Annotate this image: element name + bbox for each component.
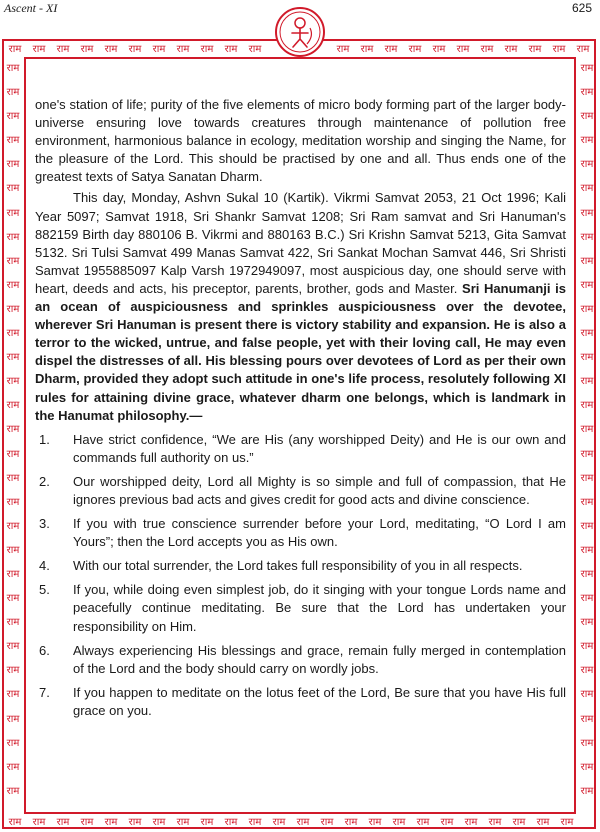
rule-item xyxy=(35,642,566,678)
rule-number: 5. xyxy=(39,582,50,598)
ram-motif: राम xyxy=(6,207,20,219)
ram-motif: राम xyxy=(580,231,594,243)
ram-motif: राम xyxy=(560,817,574,828)
ram-motif: राम xyxy=(6,135,20,147)
ram-motif: राम xyxy=(580,207,594,219)
ram-motif: राम xyxy=(580,87,594,99)
ram-motif: राम xyxy=(248,44,262,55)
ram-motif: राम xyxy=(8,44,22,55)
ram-motif: राम xyxy=(248,817,262,828)
ram-motif: राम xyxy=(80,44,94,55)
paragraph-date-bold: Sri Hanumanji is an ocean of auspiciousness and sprinkles auspiciousness over the devotee, wherever Sri Hanuman is present there is victory stability and expansion. He is also a terror to the wicked, untrue, and false people, yet with their loving call, He may even dispel the distresses of all. His blessing pours over devotees of Lord as per their own Dharm, provided they adopt such attitude in one's life process, resolutely following XI rules for attaining divine grace, whatever dharm one belongs, which is landmark in the Hanumat philosophy.— xyxy=(35,280,566,423)
ram-motif: राम xyxy=(6,568,20,580)
ram-motif: राम xyxy=(580,593,594,605)
ram-motif: राम xyxy=(580,617,594,629)
ram-motif: राम xyxy=(152,44,166,55)
paragraph-continuation: one's station of life; purity of the five elements of micro body forming part of the larger body-universe ensuring love towards creatures through maintenance of pollution free environment, harmonious balance in ecology, meditation worship and singing the Name, for the pleasure of the Lord. This should be practised by one and all. Thus ends one of the greatest texts of Satya Sanatan Dharm. xyxy=(35,97,566,185)
rule-item xyxy=(35,557,566,575)
ram-motif: राम xyxy=(6,544,20,556)
ram-motif: राम xyxy=(580,400,594,412)
border-top-right-motifs xyxy=(331,41,595,55)
ram-motif: राम xyxy=(32,817,46,828)
rule-number: 6. xyxy=(39,642,50,658)
ram-motif: राम xyxy=(576,44,590,55)
ram-motif: राम xyxy=(104,44,118,55)
page-content xyxy=(35,96,566,726)
ram-motif: राम xyxy=(6,231,20,243)
ram-motif: राम xyxy=(344,817,358,828)
ram-motif: राम xyxy=(580,448,594,460)
ram-motif: राम xyxy=(580,111,594,123)
ram-motif: राम xyxy=(128,817,142,828)
ram-motif: राम xyxy=(200,817,214,828)
ram-motif: राम xyxy=(6,183,20,195)
ram-motif: राम xyxy=(6,159,20,171)
ram-motif: राम xyxy=(480,44,494,55)
ram-motif: राम xyxy=(580,352,594,364)
ram-motif: राम xyxy=(580,376,594,388)
ram-motif: राम xyxy=(528,44,542,55)
ram-motif: राम xyxy=(128,44,142,55)
ram-motif: राम xyxy=(200,44,214,55)
ram-motif: राम xyxy=(32,44,46,55)
ram-motif: राम xyxy=(580,159,594,171)
ram-motif: राम xyxy=(580,303,594,315)
ram-motif: राम xyxy=(368,817,382,828)
ram-motif: राम xyxy=(6,665,20,677)
ram-motif: राम xyxy=(360,44,374,55)
ram-motif: राम xyxy=(6,352,20,364)
ram-motif: राम xyxy=(176,44,190,55)
rule-item xyxy=(35,515,566,551)
ram-motif: राम xyxy=(432,44,446,55)
rule-item xyxy=(35,684,566,720)
ram-motif: राम xyxy=(80,817,94,828)
ram-motif: राम xyxy=(6,424,20,436)
ram-motif: राम xyxy=(320,817,334,828)
ram-motif: राम xyxy=(6,713,20,725)
rule-text: If you happen to meditate on the lotus feet of the Lord, Be sure that you have His full grace on you. xyxy=(73,684,566,718)
ram-motif: राम xyxy=(580,520,594,532)
ram-motif: राम xyxy=(580,568,594,580)
ram-motif: राम xyxy=(6,328,20,340)
ram-motif: राम xyxy=(552,44,566,55)
ram-motif: राम xyxy=(8,817,22,828)
ram-motif: राम xyxy=(580,641,594,653)
ram-motif: राम xyxy=(6,761,20,773)
ram-motif: राम xyxy=(6,641,20,653)
rule-text: Always experiencing His blessings and grace, remain fully merged in contemplation of the Lord and the body should carry on wordly jobs. xyxy=(73,642,566,676)
rule-item xyxy=(35,581,566,635)
ram-motif: राम xyxy=(6,520,20,532)
border-top-left-motifs xyxy=(3,41,267,55)
ram-motif: राम xyxy=(488,817,502,828)
ram-motif: राम xyxy=(176,817,190,828)
rule-item xyxy=(35,431,566,467)
ram-motif: राम xyxy=(580,183,594,195)
paragraph-date xyxy=(35,189,566,424)
ram-motif: राम xyxy=(224,44,238,55)
rule-text: Our worshipped deity, Lord all Mighty is so simple and full of compassion, that He ignores previous bad acts and gives credit for good acts and divine conscience. xyxy=(73,473,566,507)
ram-motif: राम xyxy=(580,665,594,677)
ram-motif: राम xyxy=(384,44,398,55)
ram-motif: राम xyxy=(580,63,594,74)
hanuman-emblem-icon xyxy=(274,6,326,58)
ram-motif: राम xyxy=(6,111,20,123)
ram-motif: राम xyxy=(224,817,238,828)
ram-motif: राम xyxy=(6,785,20,797)
border-right-motifs xyxy=(576,57,598,804)
ram-motif: राम xyxy=(580,737,594,749)
ram-motif: राम xyxy=(6,255,20,267)
ram-motif: राम xyxy=(416,817,430,828)
ram-motif: राम xyxy=(440,817,454,828)
ram-motif: राम xyxy=(6,63,20,74)
ram-motif: राम xyxy=(580,496,594,508)
ram-motif: राम xyxy=(512,817,526,828)
ram-motif: राम xyxy=(580,328,594,340)
ram-motif: राम xyxy=(456,44,470,55)
ram-motif: राम xyxy=(6,400,20,412)
rule-number: 2. xyxy=(39,473,50,489)
ram-motif: राम xyxy=(580,424,594,436)
ram-motif: राम xyxy=(580,689,594,701)
ram-motif: राम xyxy=(56,817,70,828)
ram-motif: राम xyxy=(272,817,286,828)
rule-item xyxy=(35,473,566,509)
ram-motif: राम xyxy=(504,44,518,55)
ram-motif: राम xyxy=(336,44,350,55)
rule-text: If you with true conscience surrender before your Lord, meditating, “O Lord I am Yours”; then the Lord accepts you as His own. xyxy=(73,516,566,550)
ram-motif: राम xyxy=(6,279,20,291)
ram-motif: राम xyxy=(6,472,20,484)
ram-motif: राम xyxy=(392,817,406,828)
book-title: Ascent - XI xyxy=(4,1,58,15)
rule-number: 1. xyxy=(39,431,50,447)
ram-motif: राम xyxy=(6,303,20,315)
ram-motif: राम xyxy=(296,817,310,828)
border-bottom-motifs xyxy=(3,814,579,828)
ram-motif: राम xyxy=(6,617,20,629)
ram-motif: राम xyxy=(152,817,166,828)
ram-motif: राम xyxy=(6,448,20,460)
ram-motif: राम xyxy=(6,496,20,508)
ram-motif: राम xyxy=(580,544,594,556)
page-number: 625 xyxy=(571,1,592,15)
ram-motif: राम xyxy=(6,593,20,605)
rule-text: If you, while doing even simplest job, do it singing with your tongue Lords name and peacefully continue meditating. Be sure that the Lord has undertaken your responsibility on Him. xyxy=(73,582,566,634)
ram-motif: राम xyxy=(580,135,594,147)
ram-motif: राम xyxy=(580,255,594,267)
ram-motif: राम xyxy=(6,376,20,388)
border-left-motifs xyxy=(2,57,24,804)
rule-number: 7. xyxy=(39,684,50,700)
ram-motif: राम xyxy=(6,87,20,99)
ram-motif: राम xyxy=(464,817,478,828)
ram-motif: राम xyxy=(580,472,594,484)
rule-text: Have strict confidence, “We are His (any worshipped Deity) and He is our own and commands full authority on us.” xyxy=(73,431,566,465)
ram-motif: राम xyxy=(56,44,70,55)
ram-motif: राम xyxy=(6,689,20,701)
ram-motif: राम xyxy=(536,817,550,828)
paragraph-date-regular: This day, Monday, Ashvn Sukal 10 (Kartik). Vikrmi Samvat 2053, 21 Oct 1996; Kali Year 5097; Samvat 1918, Sri Shankr Samvat 1208; Sri Ram samvat and Sri Hanuman's 882159 Birth day 880106 B. Vikrmi and 880163 B.C.) Sri Krishn Samvat 5213, Gita Samvat 5132. Sri Tulsi Samvat 499 Manas Samvat 422, Sri Sankat Mochan Samvat 446, Sri Shristi Samvat 1955885097 Kalp Varsh 1972949097, most auspicious day, one should serve with heart, deeds and acts, his preceptor, parents, brother, gods and Master. xyxy=(35,190,566,296)
ram-motif: राम xyxy=(580,279,594,291)
ram-motif: राम xyxy=(104,817,118,828)
ram-motif: राम xyxy=(580,761,594,773)
rule-number: 3. xyxy=(39,516,50,532)
rule-number: 4. xyxy=(39,558,50,574)
ram-motif: राम xyxy=(580,785,594,797)
ram-motif: राम xyxy=(408,44,422,55)
rules-list xyxy=(35,431,566,720)
ram-motif: राम xyxy=(580,713,594,725)
ram-motif: राम xyxy=(6,737,20,749)
rule-text: With our total surrender, the Lord takes full responsibility of you in all respects. xyxy=(73,558,523,574)
